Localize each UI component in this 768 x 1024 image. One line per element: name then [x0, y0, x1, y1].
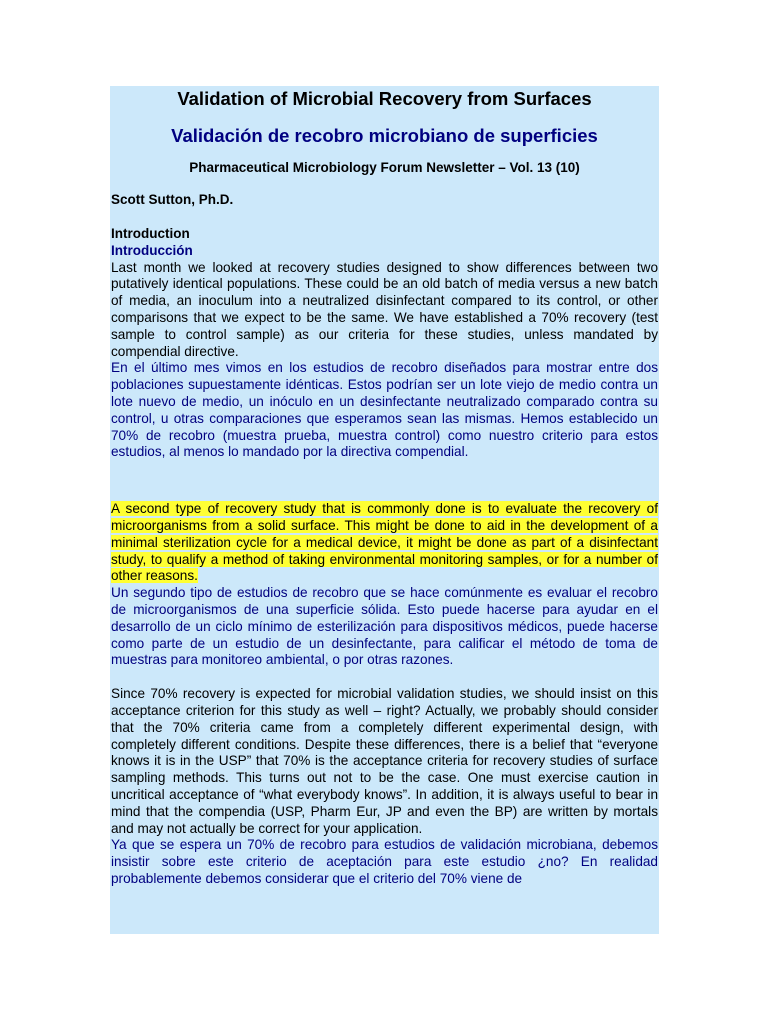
paragraph-1-spanish: En el último mes vimos en los estudios de recobro diseñados para mostrar entre dos poblaciones supuestamente idénticas. Estos podrían ser un lote viejo de medio contra un lote nuevo de medio, un inóculo en un desinfectante neutralizado comparado contra su control, u otras comparaciones que esperamos sean las mismas. Hemos establecido un 70% de recobro (muestra prueba, muestra control) como nuestro criterio para estos estudios, al menos lo mandado por la directiva compendial.	[111, 360, 658, 460]
author-name: Scott Sutton, Ph.D.	[111, 192, 234, 207]
section-heading-introduccion: Introducción	[111, 242, 193, 258]
document-title-spanish: Validación de recobro microbiano de superficies	[171, 125, 598, 146]
paragraph-3-spanish: Ya que se espera un 70% de recobro para estudios de validación microbiana, debemos insistir sobre este criterio de aceptación para este estudio ¿no? En realidad probablemente debemos considerar que el criterio del 70% viene de	[111, 837, 658, 886]
document-title: Validation of Microbial Recovery from Surfaces	[177, 88, 592, 109]
highlighted-text: A second type of recovery study that is commonly done is to evaluate the recovery of microorganisms from a solid surface. This might be done to aid in the development of a minimal sterilization cycle for a medical device, it might be done as part of a disinfectant study, to qualify a method of taking environmental monitoring samples, or for a number of other reasons.	[111, 501, 658, 584]
paragraph-1-english: Last month we looked at recovery studies designed to show differences between two putatively identical populations. These could be an old batch of media versus a new batch of media, an inoculum into a neutralized disinfectant compared to its control, or other comparisons that we expect to be the same. We have established a 70% recovery (test sample to control sample) as our criteria for these studies, unless mandated by compendial directive.	[111, 259, 658, 359]
newsletter-subtitle: Pharmaceutical Microbiology Forum Newsletter – Vol. 13 (10)	[189, 160, 580, 175]
spacer	[111, 669, 658, 686]
paragraph-2-english-highlighted	[111, 501, 658, 585]
section-heading-introduction: Introduction	[111, 226, 190, 241]
paragraph-2-spanish: Un segundo tipo de estudios de recobro que se hace comúnmente es evaluar el recobro de microorganismos de una superficie sólida. Esto puede hacerse para ayudar en el desarrollo de un ciclo mínimo de esterilización para dispositivos médicos, puede hacerse como parte de un estudio de un desinfectante, para calificar el método de toma de muestras para monitoreo ambiental, o por otras razones.	[111, 585, 658, 668]
spacer	[111, 461, 658, 501]
document-page	[110, 86, 659, 934]
paragraph-3-english: Since 70% recovery is expected for microbial validation studies, we should insist on this acceptance criterion for this study as well – right? Actually, we probably should consider that the 70% criteria came from a completely different experimental design, with completely different conditions. Despite these differences, there is a belief that “everyone knows it is in the USP” that 70% is the acceptance criteria for recovery studies of surface sampling methods. This turns out not to be the case. One must exercise caution in uncritical acceptance of “what everybody knows”. In addition, it is always useful to bear in mind that the compendia (USP, Pharm Eur, JP and even the BP) are written by mortals and may not actually be correct for your application.	[111, 686, 658, 836]
